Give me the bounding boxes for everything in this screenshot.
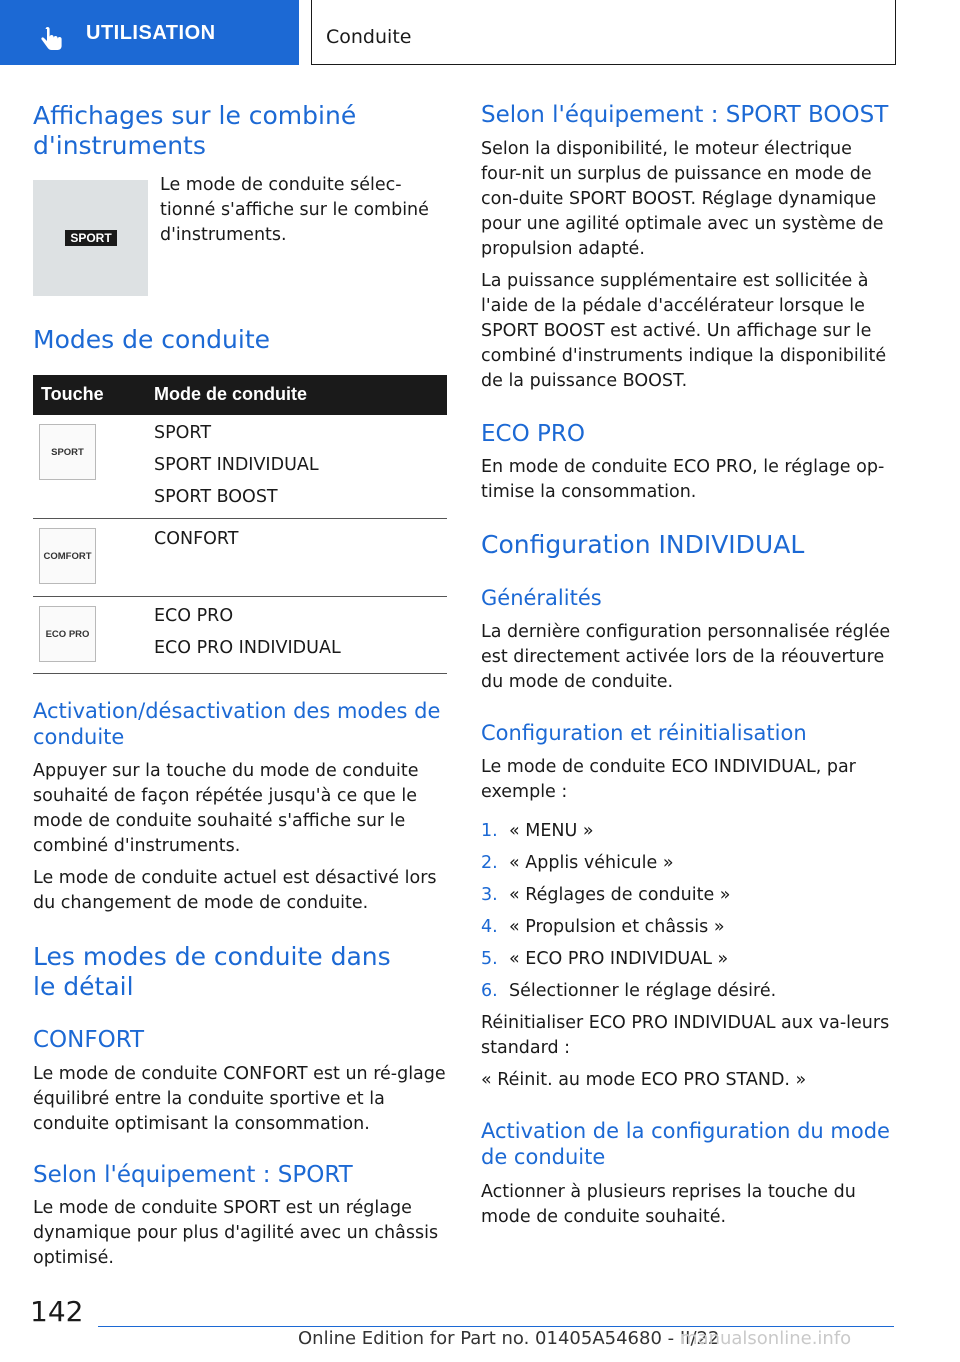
step-text: Sélectionner le réglage désiré. [509,981,777,1001]
footer-edition: Online Edition for Part no. 01405A54680 - II/22 [298,1328,720,1349]
text-eco-pro: En mode de conduite ECO PRO, le réglage op-timise la consommation. [481,457,885,502]
heading-config: Configuration INDIVIDUAL [481,530,805,559]
heading-generalites: Généralités [481,586,602,610]
heading-activation-config: Activation de la configuration du mode de conduite [481,1119,890,1169]
step-number: 4. [481,917,498,937]
page-number: 142 [30,1295,84,1328]
mode-eco-pro: ECO PRO [154,606,234,626]
table-row [33,519,447,597]
text-affichages: Le mode de conduite sélec-tionné s'affiche sur le combiné d'instruments. [160,175,429,245]
col-touche: Touche [41,384,104,404]
text-sport: Le mode de conduite SPORT est un réglage dynamique pour plus d'agilité avec un châssis optimisé. [33,1198,439,1268]
step-number: 2. [481,853,498,873]
table-header [33,375,447,415]
heading-affichages: Affichages sur le combiné d'instruments [33,101,357,160]
mode-sport: SPORT [154,423,212,443]
chapter-box [311,0,896,65]
text-generalites: La dernière configuration personnalisée réglée est directement activée lors de la réouverture du mode de conduite. [481,622,891,692]
mode-sport-individual: SPORT INDIVIDUAL [154,455,319,475]
text-boost-1: Selon la disponibilité, le moteur électrique four-nit un surplus de puissance en mode de con-duite SPORT BOOST. Réglage dynamique pour une agilité optimale avec un système de propulsion adapté. [481,139,884,259]
heading-sport: Selon l'équipement : SPORT [33,1162,353,1188]
sport-display-image [33,180,148,296]
heading-eco-pro: ECO PRO [481,421,585,447]
section-tab [0,0,299,65]
watermark: manualsonline.info [680,1328,852,1349]
section-title: UTILISATION [86,22,216,44]
text-boost-2: La puissance supplémentaire est sollicitée à l'aide de la pédale d'accélérateur lorsque le SPORT BOOST est activé. Un affichage sur le combiné d'instruments indique la disponibilité de la puissance BOOST. [481,271,887,391]
modes-table [33,375,447,674]
text-activation-2: Le mode de conduite actuel est désactivé lors du changement de mode de conduite. [33,868,437,913]
comfort-button-image: COMFORT [39,528,96,584]
sport-display-badge: SPORT [65,230,117,246]
heading-confort: CONFORT [33,1027,145,1053]
chapter-title: Conduite [326,26,412,48]
step-number: 5. [481,949,498,969]
step-text: « MENU » [509,821,594,841]
step-number: 6. [481,981,498,1001]
text-activation-config: Actionner à plusieurs reprises la touche du mode de conduite souhaité. [481,1182,856,1227]
mode-cell [154,600,341,664]
mode-sport-boost: SPORT BOOST [154,487,278,507]
text-activation-1: Appuyer sur la touche du mode de conduite souhaité de façon répétée jusqu'à ce que le mode de conduite souhaité s'affiche sur le combiné d'instruments. [33,761,419,856]
step-text: « Propulsion et châssis » [509,917,725,937]
heading-detail: Les modes de conduite dans le détail [33,942,391,1001]
heading-activation: Activation/désactivation des modes de conduite [33,699,441,749]
footer-divider [98,1326,894,1327]
mode-eco-pro-individual: ECO PRO INDIVIDUAL [154,638,341,658]
text-reinit: Le mode de conduite ECO INDIVIDUAL, par exemple : [481,757,856,802]
mode-confort: CONFORT [154,529,239,549]
mode-cell [154,417,319,513]
step-text: « ECO PRO INDIVIDUAL » [509,949,729,969]
hand-pointer-icon [38,26,66,54]
step-text: « Réglages de conduite » [509,885,731,905]
sport-button-image: SPORT [39,424,96,480]
heading-sport-boost: Selon l'équipement : SPORT BOOST [481,102,889,128]
step-number: 3. [481,885,498,905]
mode-cell [154,523,239,555]
eco-pro-button-image: ECO PRO [39,606,96,662]
text-reset-2: « Réinit. au mode ECO PRO STAND. » [481,1070,807,1090]
text-confort: Le mode de conduite CONFORT est un ré-glage équilibré entre la conduite sportive et la conduite optimisant la consommation. [33,1064,446,1134]
step-number: 1. [481,821,498,841]
heading-modes: Modes de conduite [33,325,271,354]
col-mode: Mode de conduite [154,384,307,404]
table-row [33,597,447,674]
heading-reinit: Configuration et réinitialisation [481,721,807,745]
text-reset-1: Réinitialiser ECO PRO INDIVIDUAL aux va-leurs standard : [481,1013,890,1058]
table-row [33,415,447,519]
step-text: « Applis véhicule » [509,853,674,873]
